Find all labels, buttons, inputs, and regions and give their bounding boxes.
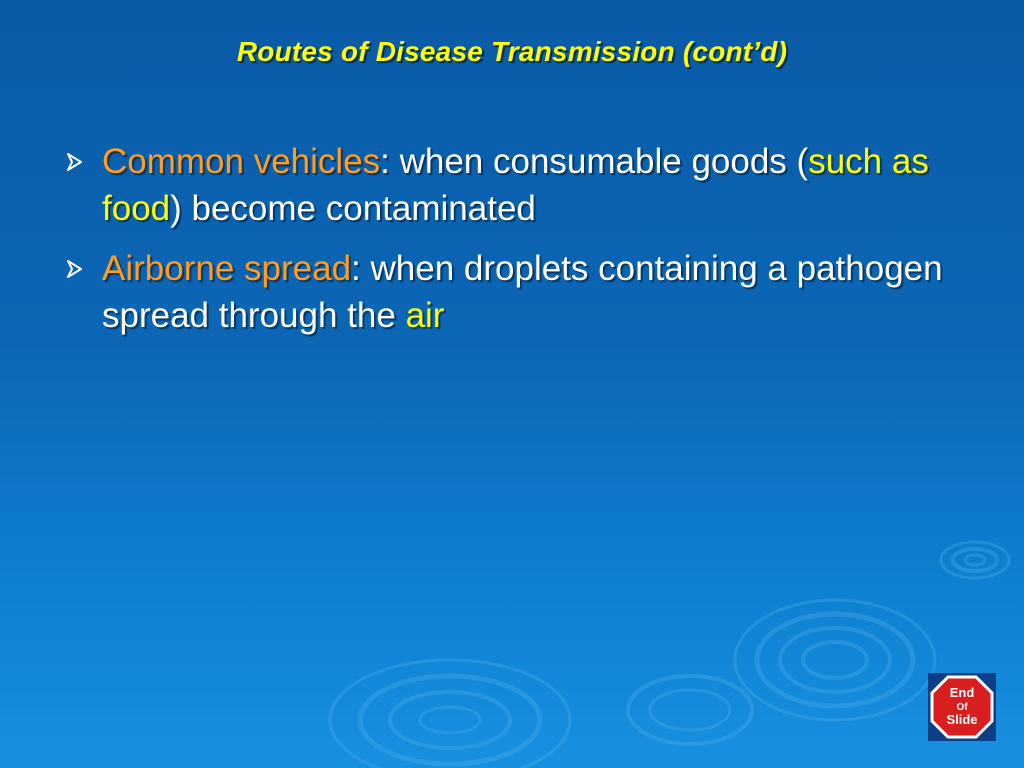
bullet-highlight-example: air [405, 296, 445, 335]
arrowhead-bullet-icon [66, 152, 84, 172]
bullet-highlight-example: such as food [102, 142, 929, 228]
arrowhead-bullet-icon [66, 259, 84, 279]
bullet-airborne-spread [62, 245, 962, 339]
bullet-text: ) become contaminated [170, 189, 536, 228]
end-sign-line2: Of [956, 702, 968, 713]
bullet-highlight-term: Airborne spread [102, 249, 352, 288]
end-of-slide-button[interactable] [928, 673, 996, 741]
bullet-text: : when droplets containing a pathogen spread through the [102, 249, 943, 335]
bullet-common-vehicles [62, 138, 962, 232]
bullet-text: : when consumable goods ( [380, 142, 809, 181]
end-sign-line1: End [949, 685, 975, 700]
end-sign-line3: Slide [946, 712, 978, 727]
bullet-list [62, 138, 962, 352]
bullet-highlight-term: Common vehicles [102, 142, 381, 181]
stop-sign-icon [928, 673, 996, 741]
slide-title: Routes of Disease Transmission (cont’d) [236, 36, 788, 67]
